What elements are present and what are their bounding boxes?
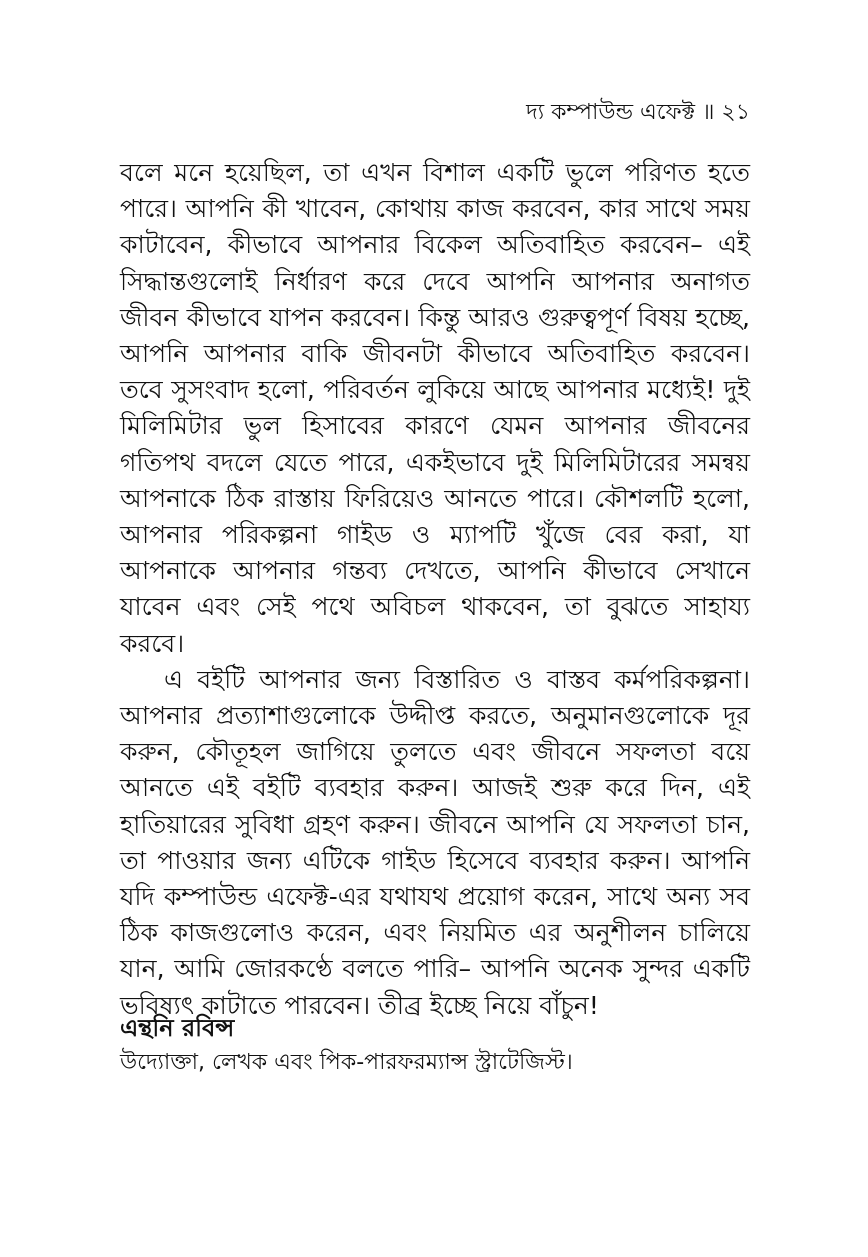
author-name: এন্থনি রবিন্স	[120, 1014, 235, 1042]
author-title: উদ্যোক্তা, লেখক এবং পিক-পারফরম্যান্স স্ট্রাটেজিস্ট।	[120, 1050, 573, 1075]
paragraph: বলে মনে হয়েছিল, তা এখন বিশাল একটি ভুলে পরিণত হতে পারে। আপনি কী খাবেন, কোথায় কাজ করবেন, কার সাথে সময় কাটাবেন, কীভাবে আপনার বিকেল অতিবাহিত করবেন– এই সিদ্ধান্তগুলোই নির্ধারণ করে দেবে আপনি আপনার অনাগত জীবন কীভাবে যাপন করবেন। কিন্তু আরও গুরুত্বপূর্ণ বিষয় হচ্ছে, আপনি আপনার বাকি জীবনটা কীভাবে অতিবাহিত করবেন। তবে সুসংবাদ হলো, পরিবর্তন লুকিয়ে আছে আপনার মধ্যেই! দুই মিলিমিটার ভুল হিসাবের কারণে যেমন আপনার জীবনের গতিপথ বদলে যেতে পারে, একইভাবে দুই মিলিমিটারের সমন্বয় আপনাকে ঠিক রাস্তায় ফিরিয়েও আনতে পারে। কৌশলটি হলো, আপনার পরিকল্পনা গাইড ও ম্যাপটি খুঁজে বের করা, যা আপনাকে আপনার গন্তব্য দেখতে, আপনি কীভাবে সেখানে যাবেন এবং সেই পথে অবিচল থাকবেন, তা বুঝতে সাহায্য করবে।	[120, 158, 750, 658]
paragraph: এ বইটি আপনার জন্য বিস্তারিত ও বাস্তব কর্মপরিকল্পনা। আপনার প্রত্যাশাগুলোকে উদ্দীপ্ত করতে, অনুমানগুলোকে দূর করুন, কৌতূহল জাগিয়ে তুলতে এবং জীবনে সফলতা বয়ে আনতে এই বইটি ব্যবহার করুন। আজই শুরু করে দিন, এই হাতিয়ারের সুবিধা গ্রহণ করুন। জীবনে আপনি যে সফলতা চান, তা পাওয়ার জন্য এটিকে গাইড হিসেবে ব্যবহার করুন। আপনি যদি কম্পাউন্ড এফেক্ট-এর যথাযথ প্রয়োগ করেন, সাথে অন্য সব ঠিক কাজগুলোও করেন, এবং নিয়মিত এর অনুশীলন চালিয়ে যান, আমি জোরকণ্ঠে বলতে পারি– আপনি অনেক সুন্দর একটি ভবিষ্যৎ কাটাতে পারবেন। তীব্র ইচ্ছে নিয়ে বাঁচুন!	[120, 664, 750, 1020]
body-text	[120, 155, 750, 1024]
author-signature	[120, 1010, 750, 1080]
running-header: দ্য কম্পাউন্ড এফেক্ট ॥ ২১	[526, 100, 750, 125]
